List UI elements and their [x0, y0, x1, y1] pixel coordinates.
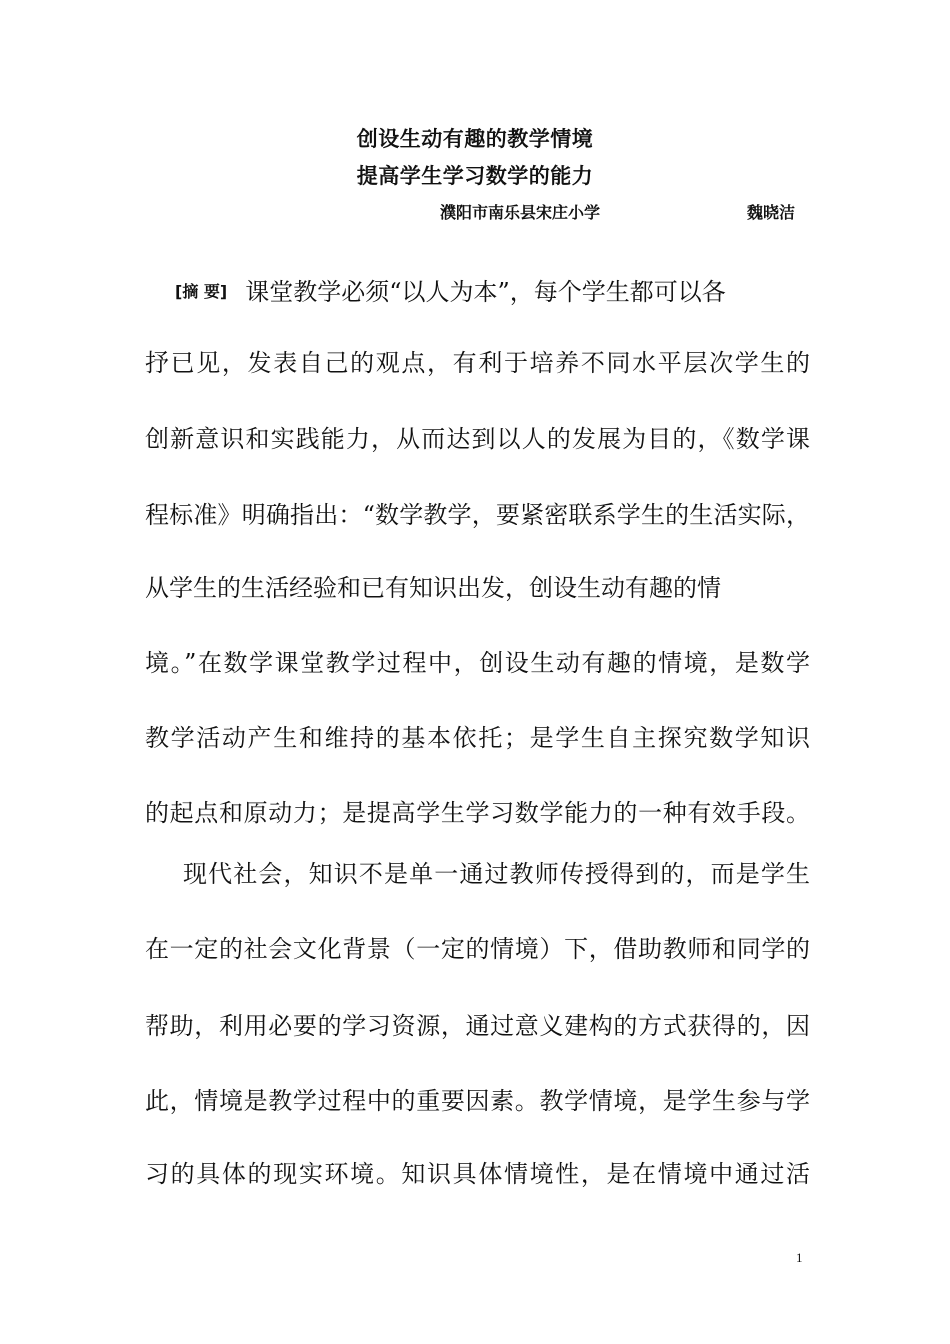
body-line: 抒已见，发表自己的观点，有利于培养不同水平层次学生的: [145, 349, 810, 377]
body-line: 习的具体的现实环境。知识具体情境性，是在情境中通过活: [145, 1160, 810, 1188]
page-number: 1: [796, 1250, 803, 1265]
abstract-line-1: [145, 275, 810, 312]
title-line-2: 提高学生学习数学的能力: [356, 164, 594, 188]
body-line: 境。”在数学课堂教学过程中，创设生动有趣的情境，是数学: [145, 649, 810, 677]
abstract-label: [摘 要]: [175, 282, 228, 301]
body-line: 的起点和原动力；是提高学生学习数学能力的一种有效手段。: [145, 799, 810, 827]
title-line-1: 创设生动有趣的教学情境: [356, 127, 594, 151]
body-line: 从学生的生活经验和已有知识出发，创设生动有趣的情: [145, 574, 721, 602]
body-line: 教学活动产生和维持的基本依托；是学生自主探究数学知识: [145, 724, 810, 752]
school-name: 濮阳市南乐县宋庄小学: [440, 203, 601, 222]
body-line: 帮助，利用必要的学习资源，通过意义建构的方式获得的，因: [145, 1012, 810, 1040]
paragraph-2-line-1: 现代社会，知识不是单一通过教师传授得到的，而是学生: [183, 860, 810, 888]
body-line: 程标准》明确指出：“数学教学，要紧密联系学生的生活实际，: [145, 501, 810, 529]
body-line: 在一定的社会文化背景（一定的情境）下，借助教师和同学的: [145, 935, 810, 963]
body-line: 此，情境是教学过程中的重要因素。教学情境，是学生参与学: [145, 1087, 810, 1115]
body-line: 创新意识和实践能力，从而达到以人的发展为目的，《数学课: [145, 425, 810, 453]
body-line: 课堂教学必须“以人为本”，每个学生都可以各: [245, 278, 726, 306]
author-name: 魏晓洁: [747, 203, 796, 222]
